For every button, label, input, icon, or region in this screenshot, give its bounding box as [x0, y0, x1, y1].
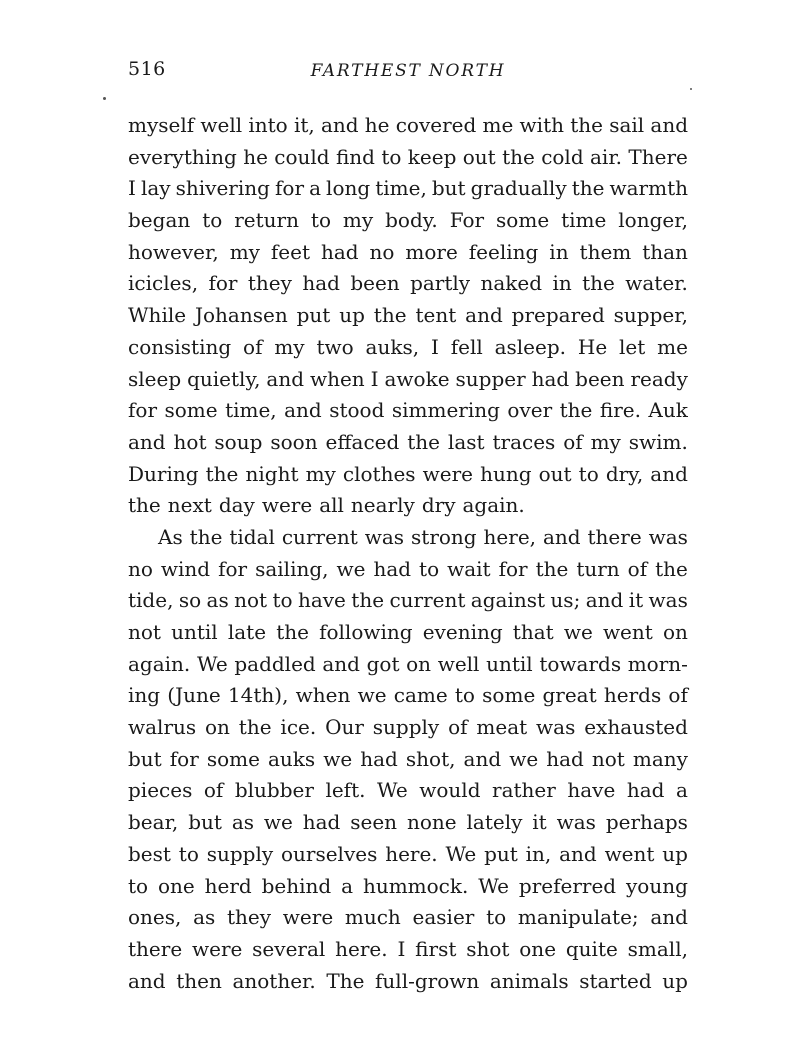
text-line: I lay shivering for a long time, but gradually the warmth — [128, 176, 688, 201]
body-text — [128, 110, 688, 997]
text-line: myself well into it, and he covered me with the sail and — [128, 113, 688, 137]
text-line: best to supply ourselves here. We put in, and went up — [128, 841, 688, 866]
text-line: ing (June 14th), when we came to some great herds of — [128, 683, 688, 708]
text-line: As the tidal current was strong here, and there was — [158, 524, 688, 549]
text-line: everything he could find to keep out the cold air. There — [128, 144, 688, 169]
text-line: and hot soup soon effaced the last traces of my swim. — [128, 429, 688, 454]
text-line: consisting of my two auks, I fell asleep. He let me — [128, 334, 688, 359]
text-line: walrus on the ice. Our supply of meat was exhausted — [128, 715, 688, 740]
text-line: and then another. The full-grown animals started up — [128, 968, 688, 993]
page-number: 516 — [128, 58, 166, 80]
text-line: to one herd behind a hummock. We preferred young — [128, 873, 688, 898]
text-line: ones, as they were much easier to manipulate; and — [128, 905, 688, 930]
text-line: but for some auks we had shot, and we had not many — [128, 746, 688, 771]
text-line: sleep quietly, and when I awoke supper had been ready — [128, 366, 688, 391]
text-line: While Johansen put up the tent and prepared supper, — [128, 303, 688, 328]
text-line: tide, so as not to have the current against us; and it was — [128, 588, 688, 613]
text-line: bear, but as we had seen none lately it was perhaps — [128, 810, 688, 835]
running-title: FARTHEST NORTH — [310, 61, 506, 81]
print-speck — [690, 88, 692, 90]
text-line: pieces of blubber left. We would rather have had a — [128, 778, 688, 803]
page-header — [128, 58, 688, 88]
text-line: for some time, and stood simmering over the fire. Auk — [128, 398, 688, 423]
text-line: however, my feet had no more feeling in them than — [128, 239, 688, 264]
text-line: not until late the following evening that we went on — [128, 620, 688, 644]
text-line: began to return to my body. For some time longer, — [128, 208, 688, 233]
text-line: icicles, for they had been partly naked in the water. — [128, 271, 688, 296]
text-line: the next day were all nearly dry again. — [128, 493, 525, 518]
text-line: there were several here. I first shot one quite small, — [128, 936, 688, 961]
text-line: again. We paddled and got on well until towards morn- — [128, 651, 688, 676]
text-line: During the night my clothes were hung out to dry, and — [128, 461, 688, 486]
print-speck — [103, 97, 106, 100]
text-line: no wind for sailing, we had to wait for the turn of the — [128, 556, 688, 581]
